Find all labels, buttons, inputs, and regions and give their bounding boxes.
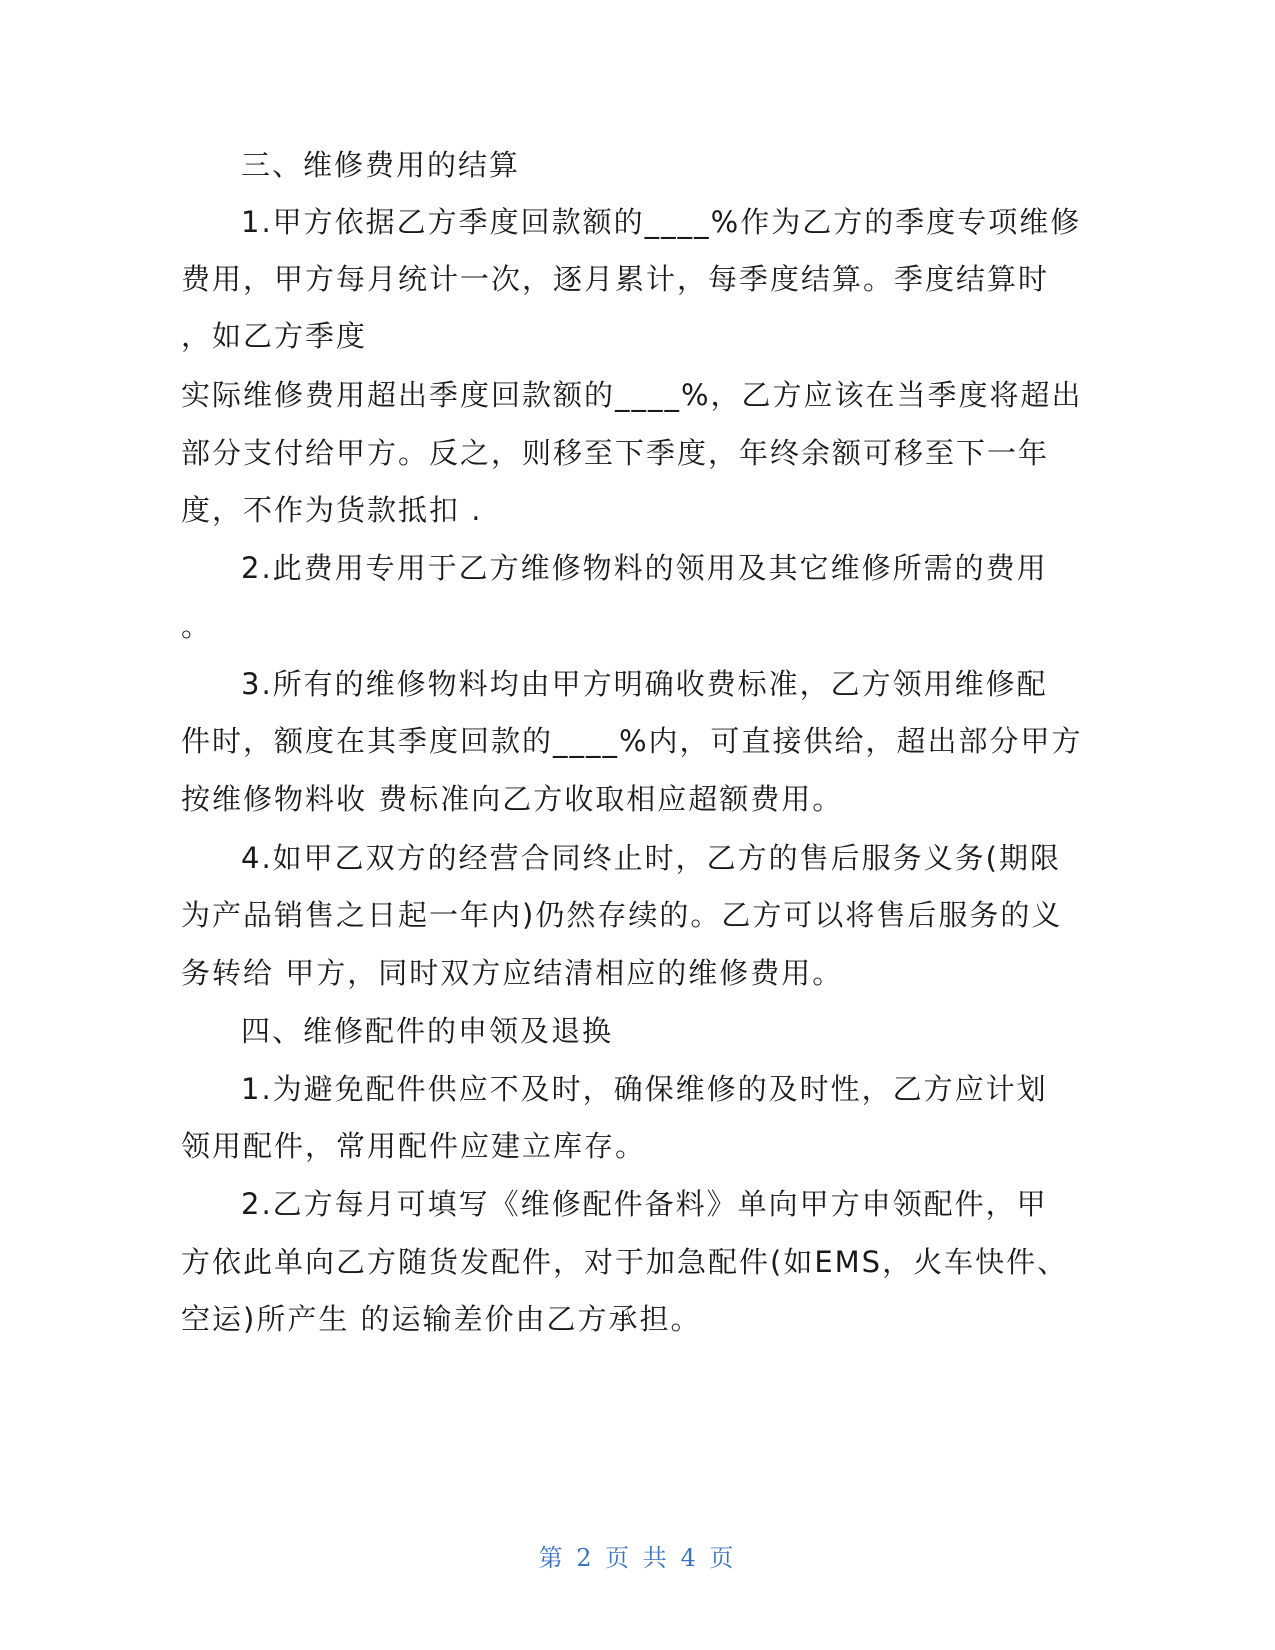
paragraph-line: 部分支付给甲方。反之，则移至下季度，年终余额可移至下一年 — [181, 436, 1050, 470]
paragraph-line: 1.为避免配件供应不及时，确保维修的及时性，乙方应计划 — [241, 1072, 1048, 1106]
paragraph-line: 务转给 甲方，同时双方应结清相应的维修费用。 — [181, 956, 844, 990]
paragraph-line: 为产品销售之日起一年内)仍然存续的。乙方可以将售后服务的义 — [181, 898, 1063, 932]
paragraph-line: 空运)所产生 的运输差价由乙方承担。 — [181, 1302, 702, 1336]
section-heading-3: 三、维修费用的结算 — [241, 148, 521, 182]
paragraph-line: 1.甲方依据乙方季度回款额的____%作为乙方的季度专项维修 — [241, 205, 1082, 239]
paragraph-line: 2.乙方每月可填写《维修配件备料》单向甲方申领配件，甲 — [241, 1187, 1048, 1221]
paragraph-line: ，如乙方季度 — [181, 319, 368, 353]
paragraph-line: 3.所有的维修物料均由甲方明确收费标准，乙方领用维修配 — [241, 667, 1048, 701]
paragraph-line: 按维修物料收 费标准向乙方收取相应超额费用。 — [181, 782, 844, 816]
paragraph-line: 2.此费用专用于乙方维修物料的领用及其它维修所需的费用 — [241, 551, 1048, 585]
page-number-footer: 第 2 页 共 4 页 — [538, 1544, 737, 1572]
paragraph-line: 度，不作为货款抵扣 . — [181, 493, 483, 527]
section-heading-4: 四、维修配件的申领及退换 — [241, 1014, 614, 1048]
paragraph-line: 实际维修费用超出季度回款额的____%，乙方应该在当季度将超出 — [181, 378, 1083, 412]
paragraph-line: 领用配件，常用配件应建立库存。 — [181, 1129, 647, 1163]
paragraph-line: 方依此单向乙方随货发配件，对于加急配件(如EMS，火车快件、 — [181, 1245, 1069, 1279]
paragraph-line: 4.如甲乙双方的经营合同终止时，乙方的售后服务义务(期限 — [241, 841, 1061, 875]
paragraph-line: 费用，甲方每月统计一次，逐月累计，每季度结算。季度结算时 — [181, 262, 1050, 296]
paragraph-line: 。 — [181, 609, 213, 643]
paragraph-line: 件时，额度在其季度回款的____%内，可直接供给，超出部分甲方 — [181, 724, 1083, 758]
